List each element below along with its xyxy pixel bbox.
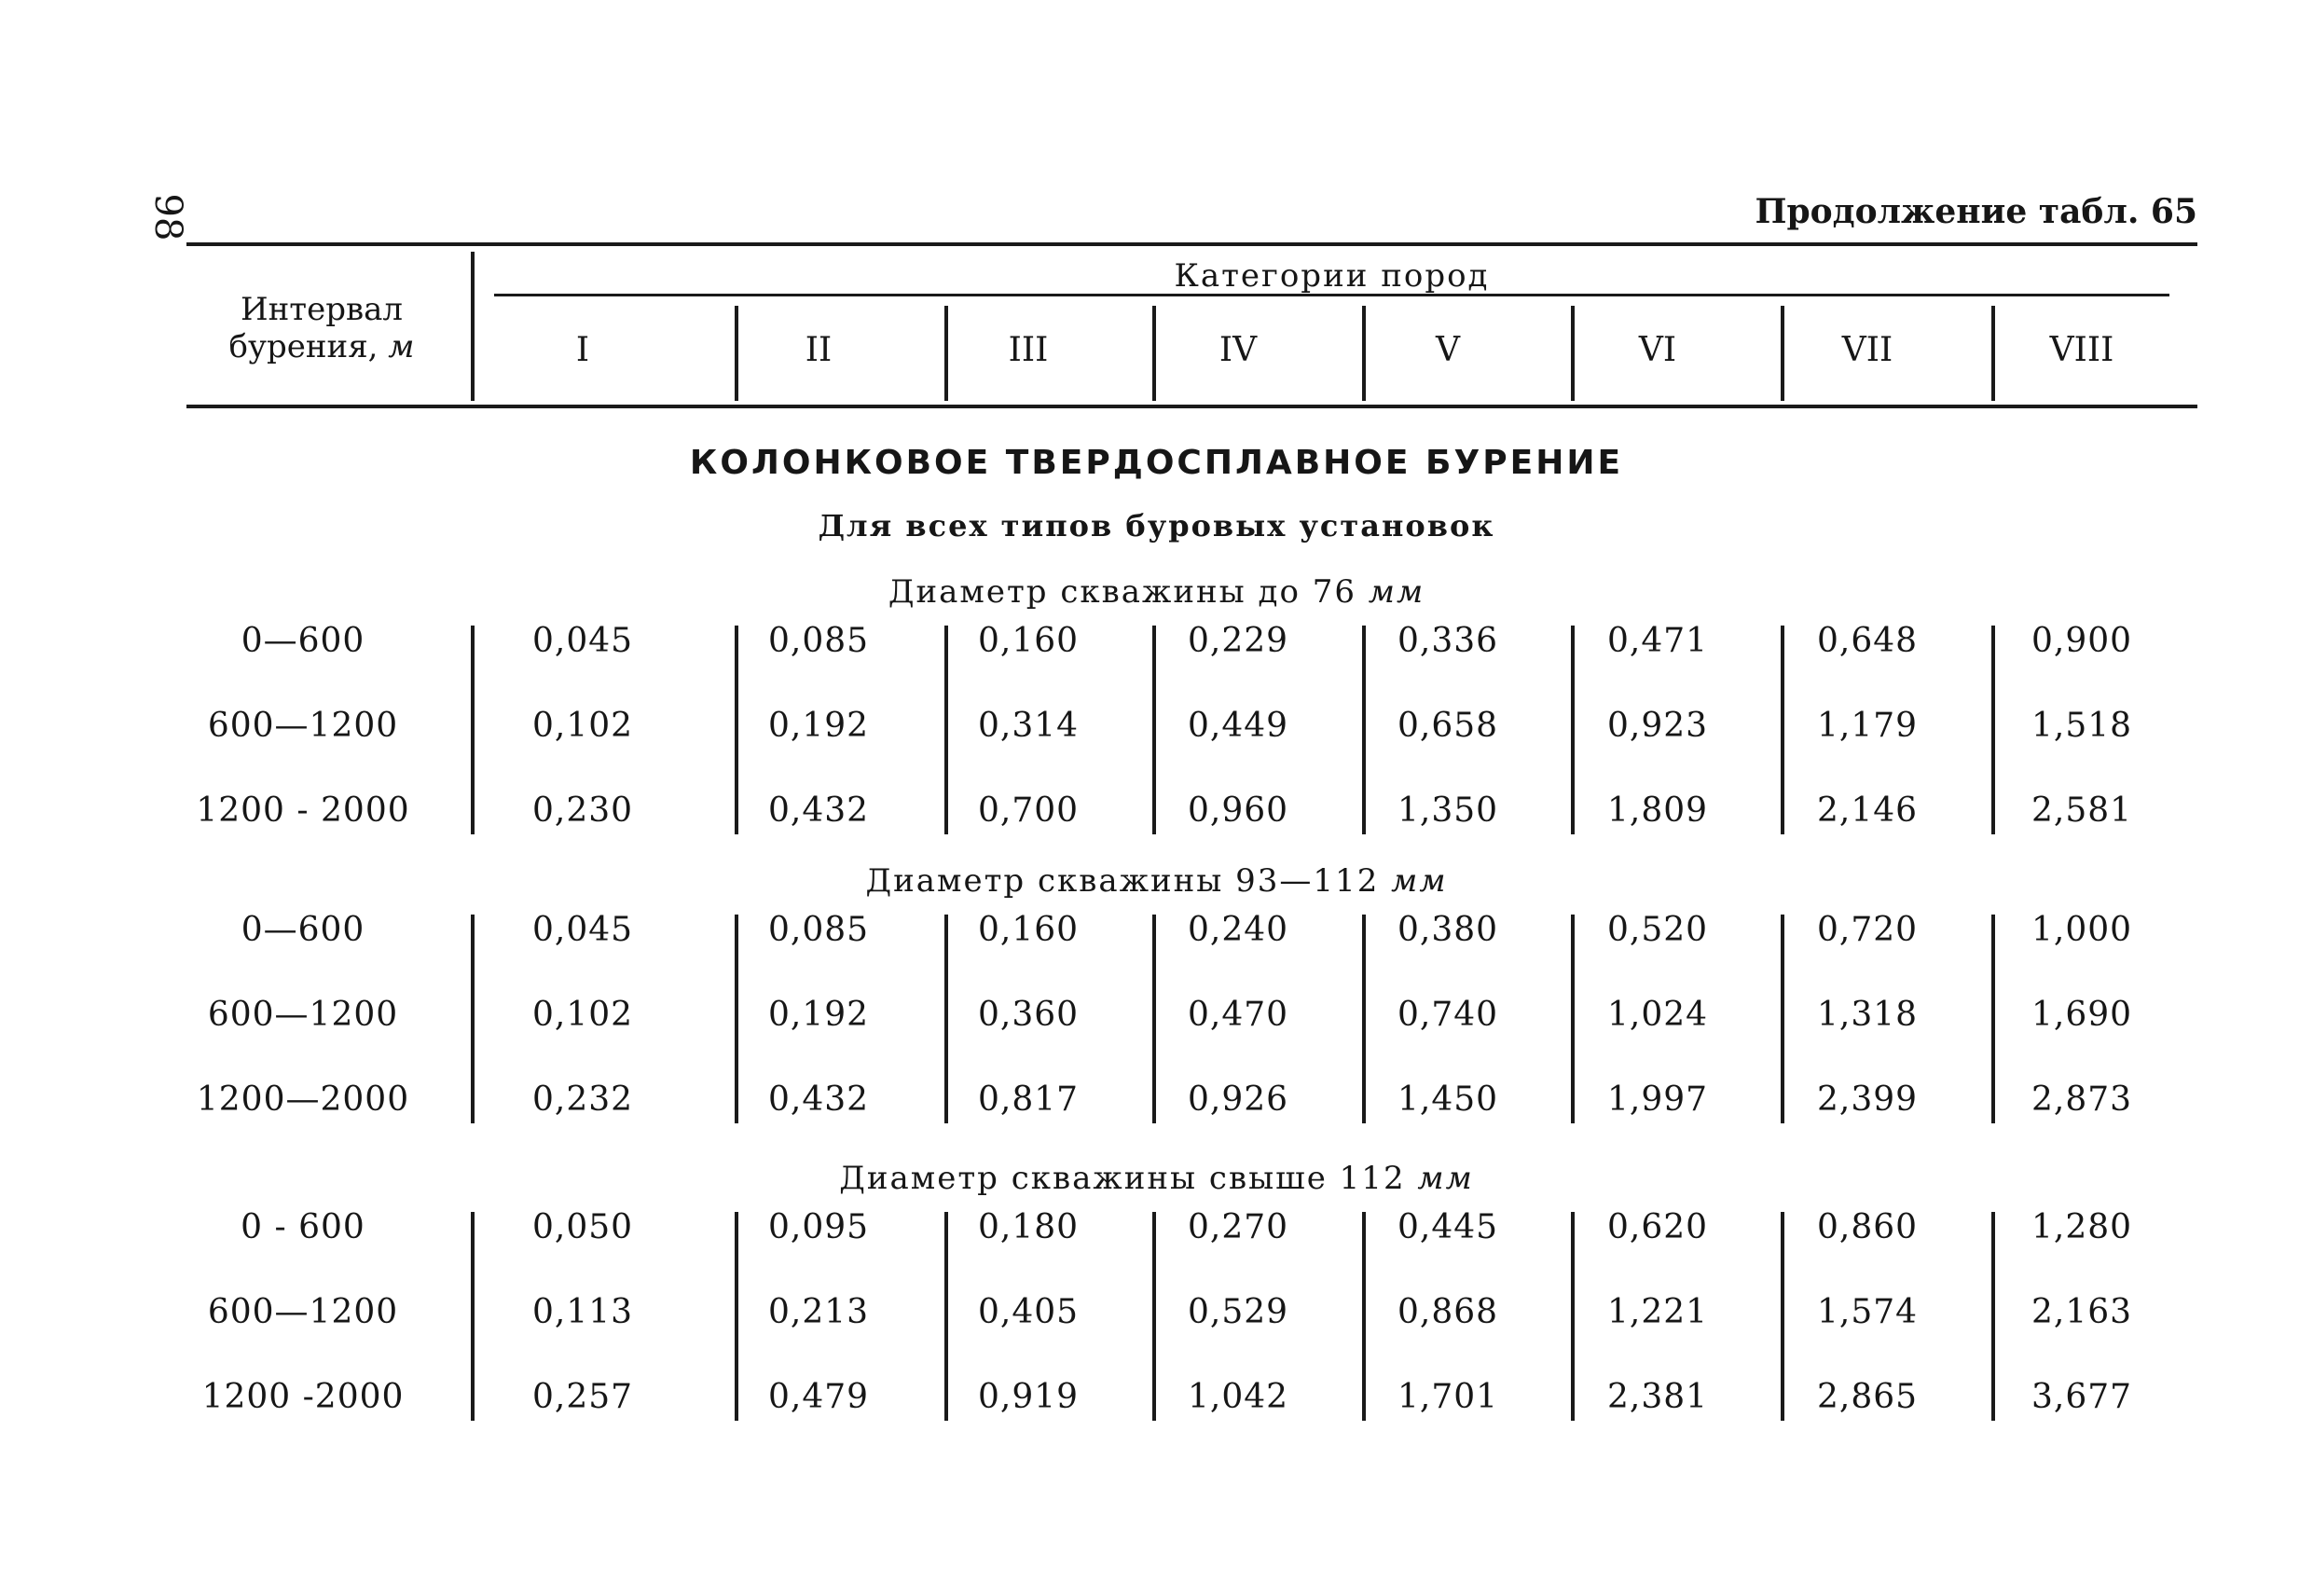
categories-header: Категории пород [1174,257,1490,295]
value-cell: 2,873 [2031,1080,2133,1119]
category-numeral: III [1008,331,1049,369]
value-cell: 2,381 [1606,1378,1709,1416]
value-cell: 1,997 [1606,1080,1709,1119]
interval-header-unit: м [388,328,415,365]
value-cell: 0,470 [1187,996,1289,1034]
value-cell: 0,045 [531,622,634,660]
value-cell: 1,221 [1606,1293,1709,1331]
value-cell: 1,690 [2031,996,2133,1034]
interval-column-header [186,291,457,365]
interval-cell: 600—1200 [207,1293,399,1331]
value-cell: 0,658 [1397,707,1499,745]
value-cell: 0,740 [1397,996,1499,1034]
value-cell: 0,900 [2031,622,2133,660]
value-cell: 0,102 [531,996,634,1034]
value-cell: 0,113 [531,1293,634,1331]
value-cell: 0,050 [531,1208,634,1246]
value-cell: 1,450 [1397,1080,1499,1119]
section-title: КОЛОНКОВОЕ ТВЕРДОСПЛАВНОЕ БУРЕНИЕ [689,444,1624,482]
interval-header-line2 [186,328,457,365]
value-cell: 2,581 [2031,791,2133,830]
group-title-text: Диаметр скважины свыше 112 [839,1160,1406,1197]
value-cell: 0,919 [977,1378,1080,1416]
value-cell: 0,192 [767,996,870,1034]
value-cell: 0,860 [1816,1208,1919,1246]
value-cell: 0,648 [1816,622,1919,660]
value-cell: 0,720 [1816,911,1919,949]
value-cell: 0,336 [1397,622,1499,660]
value-cell: 0,479 [767,1378,870,1416]
table-continuation-label: Продолжение табл. 65 [1755,192,2197,231]
value-cell: 0,529 [1187,1293,1289,1331]
group-title-text: Диаметр скважины до 76 [888,573,1356,611]
value-cell: 1,350 [1397,791,1499,830]
value-cell: 0,095 [767,1208,870,1246]
value-cell: 0,817 [977,1080,1080,1119]
value-cell: 1,042 [1187,1378,1289,1416]
interval-cell: 0—600 [241,622,365,660]
table-header-bottom-rule [186,405,2197,408]
interval-cell: 1200 - 2000 [196,791,410,830]
interval-cell: 0—600 [241,911,365,949]
interval-cell: 0 - 600 [241,1208,365,1246]
value-cell: 0,700 [977,791,1080,830]
value-cell: 0,229 [1187,622,1289,660]
group-title-unit: мм [1368,573,1425,611]
interval-cell: 1200—2000 [196,1080,410,1119]
value-cell: 0,257 [531,1378,634,1416]
interval-header-line1: Интервал [240,291,404,328]
value-cell: 0,085 [767,911,870,949]
value-cell: 0,085 [767,622,870,660]
category-numeral: I [575,331,590,369]
interval-cell: 1200 -2000 [201,1378,405,1416]
value-cell: 0,314 [977,707,1080,745]
value-cell: 0,192 [767,707,870,745]
section-subtitle: Для всех типов буровых установок [818,508,1495,543]
group-column-divider [471,915,475,1123]
group-title-unit: мм [1417,1160,1474,1197]
value-cell: 0,868 [1397,1293,1499,1331]
value-cell: 1,701 [1397,1378,1499,1416]
group-title-text: Диаметр скважины 93—112 [865,862,1380,900]
category-numeral: II [805,331,833,369]
group-column-divider [471,626,475,834]
value-cell: 0,432 [767,1080,870,1119]
value-cell: 1,318 [1816,996,1919,1034]
value-cell: 2,399 [1816,1080,1919,1119]
value-cell: 0,213 [767,1293,870,1331]
category-numeral: VI [1638,331,1677,369]
value-cell: 0,180 [977,1208,1080,1246]
value-cell: 3,677 [2031,1378,2133,1416]
category-numeral: VII [1841,331,1893,369]
category-numeral: VIII [2049,331,2114,369]
value-cell: 0,380 [1397,911,1499,949]
value-cell: 0,620 [1606,1208,1709,1246]
value-cell: 0,445 [1397,1208,1499,1246]
value-cell: 0,923 [1606,707,1709,745]
value-cell: 2,146 [1816,791,1919,830]
value-cell: 0,160 [977,622,1080,660]
value-cell: 0,520 [1606,911,1709,949]
category-numeral: IV [1218,331,1258,369]
group-column-divider [471,1212,475,1421]
value-cell: 0,432 [767,791,870,830]
value-cell: 1,000 [2031,911,2133,949]
value-cell: 0,270 [1187,1208,1289,1246]
value-cell: 0,160 [977,911,1080,949]
value-cell: 0,230 [531,791,634,830]
group-title [0,573,2313,611]
header-divider-interval [471,252,475,401]
value-cell: 1,280 [2031,1208,2133,1246]
value-cell: 2,163 [2031,1293,2133,1331]
value-cell: 1,809 [1606,791,1709,830]
page-number: 98 [146,193,189,241]
interval-cell: 600—1200 [207,707,399,745]
category-numeral: V [1436,331,1460,369]
group-title-unit: мм [1391,862,1448,900]
value-cell: 0,102 [531,707,634,745]
table-top-rule [186,242,2197,246]
value-cell: 0,405 [977,1293,1080,1331]
value-cell: 0,240 [1187,911,1289,949]
value-cell: 0,471 [1606,622,1709,660]
value-cell: 0,045 [531,911,634,949]
group-title [0,1160,2313,1197]
value-cell: 0,360 [977,996,1080,1034]
value-cell: 1,179 [1816,707,1919,745]
value-cell: 2,865 [1816,1378,1919,1416]
group-title [0,862,2313,900]
interval-cell: 600—1200 [207,996,399,1034]
value-cell: 0,449 [1187,707,1289,745]
value-cell: 1,574 [1816,1293,1919,1331]
interval-header-label: бурения, [228,328,379,365]
value-cell: 0,232 [531,1080,634,1119]
value-cell: 1,518 [2031,707,2133,745]
value-cell: 0,960 [1187,791,1289,830]
value-cell: 1,024 [1606,996,1709,1034]
value-cell: 0,926 [1187,1080,1289,1119]
